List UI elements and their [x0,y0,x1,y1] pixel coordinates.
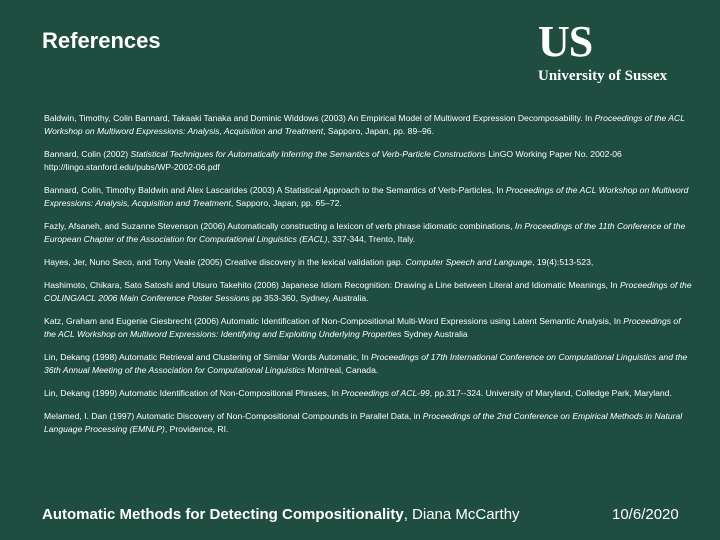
reference-list [44,112,692,446]
logo-text: University of Sussex [538,68,668,84]
footer-author: , Diana McCarthy [403,506,520,523]
footer-date: 10/6/2020 [612,506,679,523]
page-title: References [42,28,161,53]
reference-item: Bannard, Colin (2002) Statistical Techniques for Automatically Inferring the Semantics of Verb-Particle Constructions LinGO Working Paper No. 2002-06 http://lingo.stanford.edu/pubs/WP-2002-06.pdf [44,149,622,172]
footer-title: Automatic Methods for Detecting Compositionality [42,506,404,523]
reference-item: Hayes, Jer, Nuno Seco, and Tony Veale (2005) Creative discovery in the lexical validation gap. Computer Speech and Language, 19(4):513-523, [44,257,594,267]
reference-item: Lin, Dekang (1998) Automatic Retrieval and Clustering of Similar Words Automatic, In Proceedings of 17th International Conference on Computational Linguistics and the 36th Annual Meeting of the Association for Computational Linguistics Montreal, Canada. [44,352,688,375]
reference-item: Bannard, Colin, Timothy Baldwin and Alex Lascarides (2003) A Statistical Approach to the Semantics of Verb-Particles, In Proceedings of the ACL Workshop on Multiword Expressions: Analysis, Acquisition and Treatment, Sapporo, Japan, pp. 65–72. [44,185,689,208]
reference-item: Baldwin, Timothy, Colin Bannard, Takaaki Tanaka and Dominic Widdows (2003) An Empirical Model of Multiword Expression Decomposability. In Proceedings of the ACL Workshop on Multiword Expressions: Analysis, Acquisition and Treatment, Sapporo, Japan, pp. 89–96. [44,113,685,136]
reference-item: Fazly, Afsaneh, and Suzanne Stevenson (2006) Automatically constructing a lexicon of verb phrase idiomatic combinations, In Proceedings of the 11th Conference of the European Chapter of the Association for Computational Linguistics (EACL), 337-344, Trento, Italy. [44,221,686,244]
reference-item: Hashimoto, Chikara, Sato Satoshi and Utsuro Takehito (2006) Japanese Idiom Recognition: Drawing a Line between Literal and Idiomatic Meanings, In Proceedings of the COLING/ACL 2006 Main Conference Poster Sessions pp 353-360, Sydney, Australia. [44,280,692,303]
reference-item: Katz, Graham and Eugenie Giesbrecht (2006) Automatic Identification of Non-Compositional Multi-Word Expressions using Latent Semantic Analysis, In Proceedings of the ACL Workshop on Multiword Expressions: Identifying and Exploiting Underlying Properties Sydney Australia [44,316,681,339]
logo-mark: US [538,17,593,66]
reference-item: Melamed, I. Dan (1997) Automatic Discovery of Non-Compositional Compounds in Parallel Data, in Proceedings of the 2nd Conference on Empirical Methods in Natural Language Processing (EMNLP), Providence, RI. [44,411,683,434]
university-logo [538,17,688,86]
footer-presentation-title [42,506,520,523]
reference-item: Lin, Dekang (1999) Automatic Identification of Non-Compositional Phrases, In Proceedings of ACL-99, pp.317--324. University of Maryland, Colledge Park, Maryland. [44,388,672,398]
